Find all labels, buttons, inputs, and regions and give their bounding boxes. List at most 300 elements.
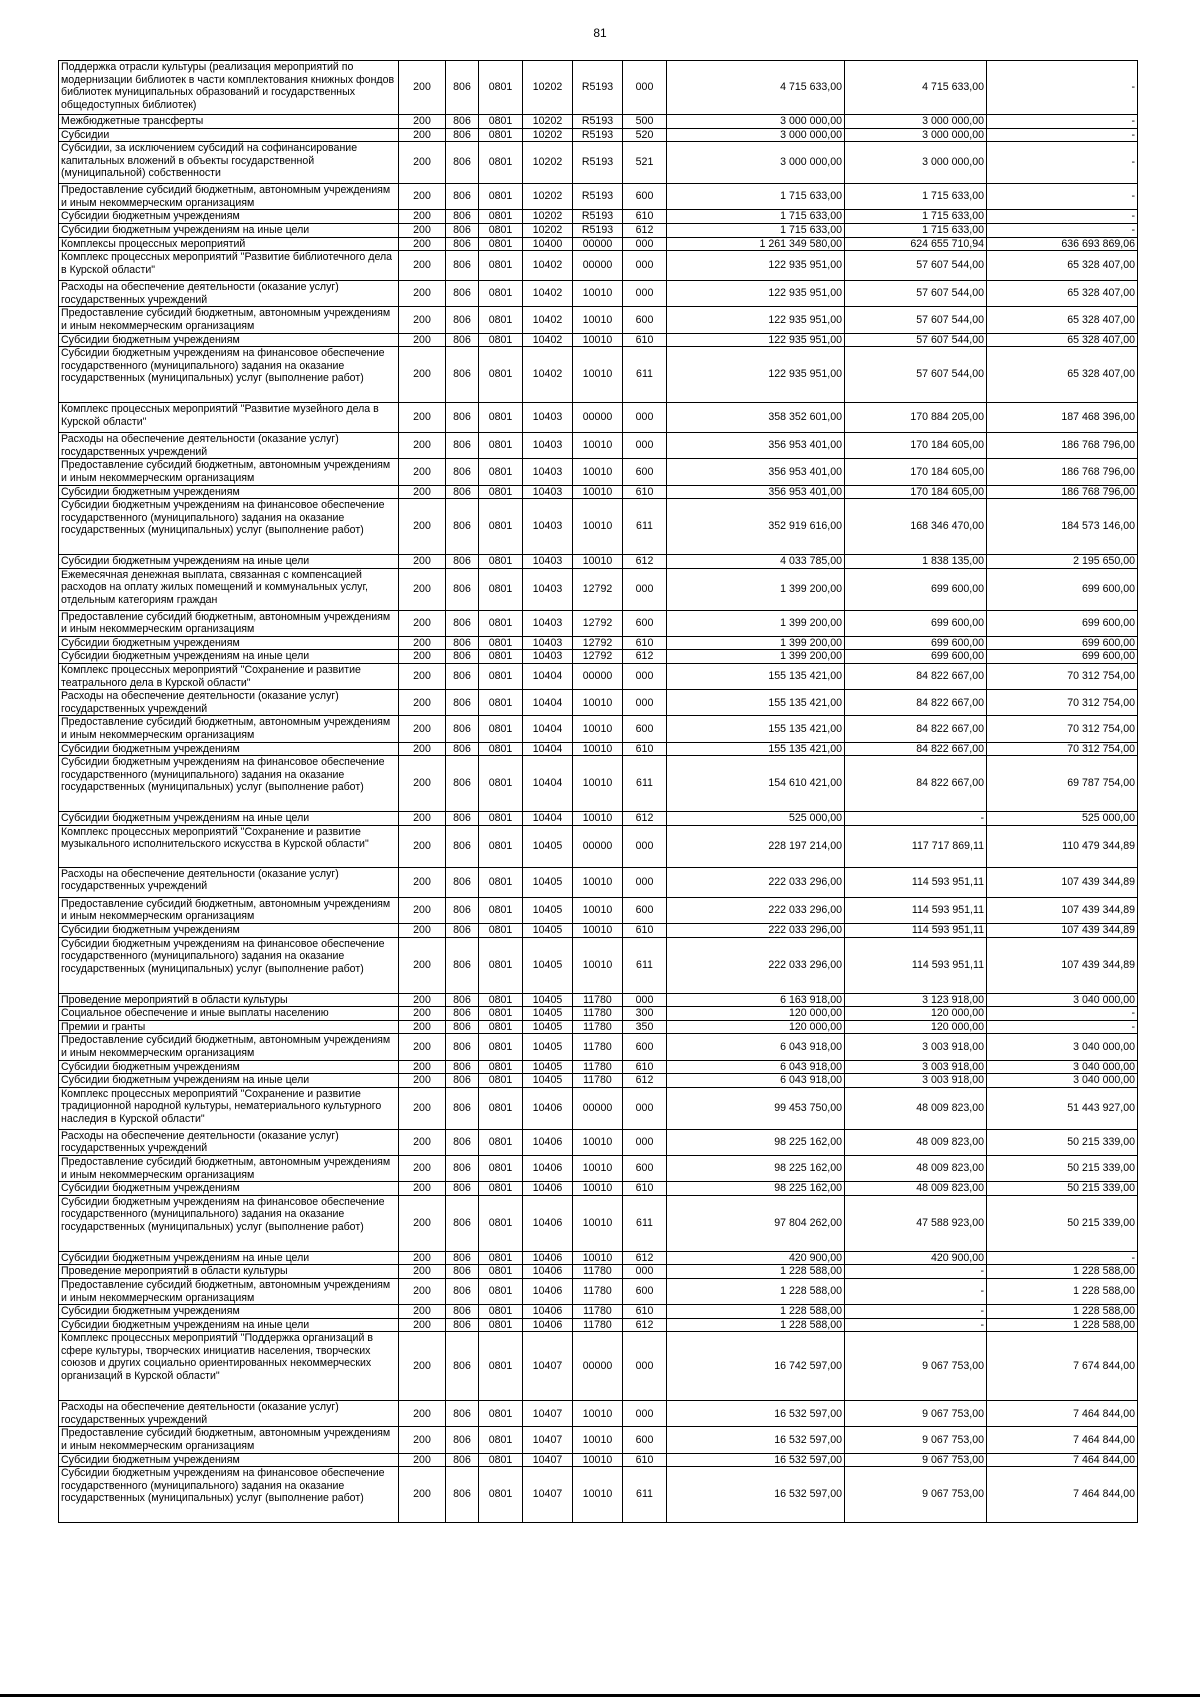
code-cell: 200 — [399, 867, 446, 897]
code-cell: 0801 — [479, 1020, 523, 1034]
code-cell: 200 — [399, 61, 446, 115]
amount-cell: 50 215 339,00 — [987, 1155, 1138, 1181]
amount-cell: 48 009 823,00 — [845, 1129, 987, 1155]
code-cell: 10010 — [573, 281, 623, 307]
code-cell: 0801 — [479, 251, 523, 281]
code-cell: 806 — [446, 1182, 479, 1196]
table-row — [59, 610, 1138, 636]
code-cell: 200 — [399, 993, 446, 1007]
code-cell: 806 — [446, 1087, 479, 1129]
code-cell: 0801 — [479, 993, 523, 1007]
code-cell: 806 — [446, 1060, 479, 1074]
code-cell: 11780 — [573, 1074, 623, 1088]
amount-cell: - — [987, 184, 1138, 210]
amount-cell: 120 000,00 — [845, 1007, 987, 1021]
code-cell: 610 — [623, 636, 667, 650]
code-cell: 612 — [623, 1318, 667, 1332]
amount-cell: 114 593 951,11 — [845, 897, 987, 923]
code-cell: 000 — [623, 1401, 667, 1427]
code-cell: 10010 — [573, 812, 623, 826]
code-cell: 10010 — [573, 1251, 623, 1265]
code-cell: 10402 — [523, 333, 573, 347]
code-cell: 200 — [399, 1318, 446, 1332]
code-cell: 200 — [399, 1251, 446, 1265]
amount-cell: 7 464 844,00 — [987, 1427, 1138, 1453]
code-cell: 00000 — [573, 664, 623, 690]
table-row — [59, 184, 1138, 210]
amount-cell: - — [845, 1318, 987, 1332]
amount-cell: 1 228 588,00 — [667, 1318, 845, 1332]
amount-cell: 624 655 710,94 — [845, 237, 987, 251]
code-cell: 200 — [399, 937, 446, 993]
code-cell: 200 — [399, 1007, 446, 1021]
amount-cell: 1 228 588,00 — [987, 1318, 1138, 1332]
amount-cell: 525 000,00 — [667, 812, 845, 826]
row-name-cell: Субсидии — [59, 128, 399, 142]
amount-cell: 1 228 588,00 — [987, 1265, 1138, 1279]
code-cell: 200 — [399, 1182, 446, 1196]
amount-cell: 3 040 000,00 — [987, 993, 1138, 1007]
code-cell: 0801 — [479, 307, 523, 333]
code-cell: 10406 — [523, 1155, 573, 1181]
code-cell: 806 — [446, 716, 479, 742]
code-cell: 806 — [446, 128, 479, 142]
amount-cell: 6 043 918,00 — [667, 1060, 845, 1074]
code-cell: 806 — [446, 210, 479, 224]
code-cell: 600 — [623, 1155, 667, 1181]
code-cell: 0801 — [479, 184, 523, 210]
amount-cell: 352 919 616,00 — [667, 499, 845, 555]
table-row — [59, 1467, 1138, 1523]
code-cell: 0801 — [479, 690, 523, 716]
row-name-cell: Премии и гранты — [59, 1020, 399, 1034]
code-cell: 000 — [623, 825, 667, 867]
code-cell: 200 — [399, 499, 446, 555]
code-cell: 610 — [623, 924, 667, 938]
row-name-cell: Расходы на обеспечение деятельности (оказание услуг) государственных учреждений — [59, 690, 399, 716]
code-cell: 0801 — [479, 716, 523, 742]
table-row — [59, 937, 1138, 993]
amount-cell: - — [845, 1278, 987, 1304]
table-row — [59, 251, 1138, 281]
amount-cell: 3 040 000,00 — [987, 1060, 1138, 1074]
code-cell: 0801 — [479, 142, 523, 184]
table-row — [59, 403, 1138, 433]
amount-cell: 6 163 918,00 — [667, 993, 845, 1007]
code-cell: 0801 — [479, 650, 523, 664]
amount-cell: 3 040 000,00 — [987, 1034, 1138, 1060]
amount-cell: 1 715 633,00 — [845, 184, 987, 210]
code-cell: 000 — [623, 61, 667, 115]
row-name-cell: Поддержка отрасли культуры (реализация мероприятий по модернизации библиотек в части комплектования книжных фондов библиотек муниципальных образований и государственных общедоступных библиотек) — [59, 61, 399, 115]
code-cell: 600 — [623, 307, 667, 333]
amount-cell: 420 900,00 — [845, 1251, 987, 1265]
code-cell: 0801 — [479, 1182, 523, 1196]
code-cell: 806 — [446, 636, 479, 650]
code-cell: 10010 — [573, 555, 623, 569]
code-cell: 10406 — [523, 1182, 573, 1196]
amount-cell: 3 000 000,00 — [845, 128, 987, 142]
amount-cell: 155 135 421,00 — [667, 742, 845, 756]
code-cell: 10403 — [523, 555, 573, 569]
amount-cell: 114 593 951,11 — [845, 867, 987, 897]
amount-cell: - — [845, 1265, 987, 1279]
code-cell: 200 — [399, 1020, 446, 1034]
code-cell: 11780 — [573, 1278, 623, 1304]
amount-cell: 65 328 407,00 — [987, 333, 1138, 347]
code-cell: 806 — [446, 499, 479, 555]
code-cell: 200 — [399, 1060, 446, 1074]
code-cell: 10010 — [573, 690, 623, 716]
code-cell: 10405 — [523, 1060, 573, 1074]
amount-cell: 69 787 754,00 — [987, 756, 1138, 812]
code-cell: 10202 — [523, 61, 573, 115]
row-name-cell: Субсидии бюджетным учреждениям — [59, 924, 399, 938]
code-cell: 200 — [399, 142, 446, 184]
amount-cell: 110 479 344,89 — [987, 825, 1138, 867]
amount-cell: 6 043 918,00 — [667, 1074, 845, 1088]
code-cell: 10405 — [523, 1007, 573, 1021]
code-cell: 200 — [399, 1427, 446, 1453]
code-cell: 350 — [623, 1020, 667, 1034]
code-cell: 10405 — [523, 867, 573, 897]
code-cell: 0801 — [479, 347, 523, 403]
code-cell: 806 — [446, 347, 479, 403]
code-cell: 806 — [446, 756, 479, 812]
row-name-cell: Комплексы процессных мероприятий — [59, 237, 399, 251]
table-row — [59, 993, 1138, 1007]
code-cell: 10202 — [523, 184, 573, 210]
code-cell: 10405 — [523, 937, 573, 993]
code-cell: 0801 — [479, 756, 523, 812]
amount-cell: 9 067 753,00 — [845, 1453, 987, 1467]
code-cell: 200 — [399, 1265, 446, 1279]
code-cell: 200 — [399, 1467, 446, 1523]
code-cell: 611 — [623, 1467, 667, 1523]
amount-cell: 70 312 754,00 — [987, 664, 1138, 690]
row-name-cell: Субсидии бюджетным учреждениям — [59, 333, 399, 347]
code-cell: 10202 — [523, 128, 573, 142]
code-cell: 10404 — [523, 756, 573, 812]
table-row — [59, 1427, 1138, 1453]
code-cell: 200 — [399, 924, 446, 938]
code-cell: 10406 — [523, 1129, 573, 1155]
code-cell: 00000 — [573, 251, 623, 281]
code-cell: 10403 — [523, 499, 573, 555]
code-cell: 600 — [623, 459, 667, 485]
amount-cell: 356 953 401,00 — [667, 485, 845, 499]
code-cell: 806 — [446, 1278, 479, 1304]
row-name-cell: Субсидии бюджетным учреждениям на иные цели — [59, 1251, 399, 1265]
code-cell: 10010 — [573, 347, 623, 403]
code-cell: 11780 — [573, 1305, 623, 1319]
code-cell: 10405 — [523, 897, 573, 923]
amount-cell: 168 346 470,00 — [845, 499, 987, 555]
amount-cell: 6 043 918,00 — [667, 1034, 845, 1060]
amount-cell: - — [845, 1305, 987, 1319]
code-cell: 0801 — [479, 1129, 523, 1155]
code-cell: 0801 — [479, 1195, 523, 1251]
code-cell: 10403 — [523, 403, 573, 433]
code-cell: 806 — [446, 459, 479, 485]
row-name-cell: Предоставление субсидий бюджетным, автономным учреждениям и иным некоммерческим организациям — [59, 1155, 399, 1181]
amount-cell: 3 000 000,00 — [845, 115, 987, 129]
code-cell: 0801 — [479, 555, 523, 569]
code-cell: 806 — [446, 937, 479, 993]
amount-cell: 1 228 588,00 — [987, 1305, 1138, 1319]
code-cell: 200 — [399, 690, 446, 716]
row-name-cell: Субсидии бюджетным учреждениям — [59, 636, 399, 650]
code-cell: 000 — [623, 251, 667, 281]
amount-cell: 114 593 951,11 — [845, 924, 987, 938]
amount-cell: 699 600,00 — [987, 568, 1138, 610]
amount-cell: 222 033 296,00 — [667, 867, 845, 897]
code-cell: 10403 — [523, 433, 573, 459]
code-cell: 806 — [446, 251, 479, 281]
code-cell: 200 — [399, 485, 446, 499]
amount-cell: 1 838 135,00 — [845, 555, 987, 569]
code-cell: 0801 — [479, 1060, 523, 1074]
amount-cell: 3 000 000,00 — [667, 128, 845, 142]
code-cell: 200 — [399, 281, 446, 307]
code-cell: 10406 — [523, 1305, 573, 1319]
amount-cell: 1 715 633,00 — [667, 223, 845, 237]
amount-cell: 65 328 407,00 — [987, 281, 1138, 307]
code-cell: 000 — [623, 1265, 667, 1279]
code-cell: 10202 — [523, 142, 573, 184]
row-name-cell: Субсидии бюджетным учреждениям на иные цели — [59, 1318, 399, 1332]
code-cell: 10404 — [523, 664, 573, 690]
code-cell: 0801 — [479, 1401, 523, 1427]
code-cell: 10010 — [573, 1129, 623, 1155]
amount-cell: 70 312 754,00 — [987, 716, 1138, 742]
code-cell: 0801 — [479, 867, 523, 897]
row-name-cell: Субсидии бюджетным учреждениям на иные цели — [59, 555, 399, 569]
amount-cell: 122 935 951,00 — [667, 307, 845, 333]
amount-cell: 107 439 344,89 — [987, 867, 1138, 897]
code-cell: 0801 — [479, 485, 523, 499]
code-cell: 0801 — [479, 897, 523, 923]
code-cell: 200 — [399, 459, 446, 485]
code-cell: 520 — [623, 128, 667, 142]
code-cell: 000 — [623, 568, 667, 610]
code-cell: 200 — [399, 664, 446, 690]
code-cell: 0801 — [479, 812, 523, 826]
amount-cell: 4 715 633,00 — [845, 61, 987, 115]
code-cell: 600 — [623, 610, 667, 636]
code-cell: 610 — [623, 1182, 667, 1196]
amount-cell: 699 600,00 — [845, 650, 987, 664]
code-cell: 0801 — [479, 1453, 523, 1467]
row-name-cell: Субсидии бюджетным учреждениям на финансовое обеспечение государственного (муниципального) задания на оказание государственных (муниципальных) услуг (выполнение работ) — [59, 937, 399, 993]
code-cell: 200 — [399, 333, 446, 347]
amount-cell: 51 443 927,00 — [987, 1087, 1138, 1129]
code-cell: 10406 — [523, 1251, 573, 1265]
amount-cell: 1 228 588,00 — [667, 1265, 845, 1279]
amount-cell: 1 399 200,00 — [667, 650, 845, 664]
row-name-cell: Предоставление субсидий бюджетным, автономным учреждениям и иным некоммерческим организациям — [59, 1278, 399, 1304]
amount-cell: 107 439 344,89 — [987, 924, 1138, 938]
table-row — [59, 1155, 1138, 1181]
code-cell: 10406 — [523, 1318, 573, 1332]
code-cell: 10010 — [573, 485, 623, 499]
code-cell: 806 — [446, 333, 479, 347]
code-cell: 11780 — [573, 1060, 623, 1074]
row-name-cell: Субсидии бюджетным учреждениям на финансовое обеспечение государственного (муниципального) задания на оказание государственных (муниципальных) услуг (выполнение работ) — [59, 499, 399, 555]
code-cell: 600 — [623, 1427, 667, 1453]
amount-cell: 107 439 344,89 — [987, 937, 1138, 993]
code-cell: 200 — [399, 403, 446, 433]
amount-cell: 117 717 869,11 — [845, 825, 987, 867]
amount-cell: - — [845, 812, 987, 826]
amount-cell: 1 399 200,00 — [667, 610, 845, 636]
code-cell: 10010 — [573, 1155, 623, 1181]
code-cell: 0801 — [479, 636, 523, 650]
code-cell: 806 — [446, 1318, 479, 1332]
code-cell: 611 — [623, 756, 667, 812]
table-row — [59, 223, 1138, 237]
code-cell: 200 — [399, 568, 446, 610]
code-cell: 200 — [399, 433, 446, 459]
code-cell: 806 — [446, 433, 479, 459]
table-row — [59, 1453, 1138, 1467]
table-row — [59, 1074, 1138, 1088]
amount-cell: 3 003 918,00 — [845, 1034, 987, 1060]
amount-cell: 122 935 951,00 — [667, 251, 845, 281]
code-cell: 600 — [623, 716, 667, 742]
amount-cell: 50 215 339,00 — [987, 1129, 1138, 1155]
table-row — [59, 812, 1138, 826]
table-row — [59, 237, 1138, 251]
code-cell: 10010 — [573, 897, 623, 923]
code-cell: 200 — [399, 716, 446, 742]
amount-cell: 120 000,00 — [667, 1020, 845, 1034]
code-cell: 10202 — [523, 115, 573, 129]
amount-cell: - — [987, 1007, 1138, 1021]
amount-cell: - — [987, 1020, 1138, 1034]
code-cell: 806 — [446, 485, 479, 499]
code-cell: 10403 — [523, 485, 573, 499]
amount-cell: 1 399 200,00 — [667, 568, 845, 610]
code-cell: 200 — [399, 1074, 446, 1088]
code-cell: 0801 — [479, 210, 523, 224]
code-cell: 200 — [399, 237, 446, 251]
amount-cell: - — [987, 210, 1138, 224]
code-cell: 0801 — [479, 333, 523, 347]
code-cell: R5193 — [573, 184, 623, 210]
code-cell: 806 — [446, 237, 479, 251]
amount-cell: 358 352 601,00 — [667, 403, 845, 433]
code-cell: 200 — [399, 1278, 446, 1304]
code-cell: 12792 — [573, 610, 623, 636]
code-cell: 200 — [399, 223, 446, 237]
code-cell: 10405 — [523, 924, 573, 938]
amount-cell: 525 000,00 — [987, 812, 1138, 826]
row-name-cell: Предоставление субсидий бюджетным, автономным учреждениям и иным некоммерческим организациям — [59, 1427, 399, 1453]
code-cell: 200 — [399, 1401, 446, 1427]
table-row — [59, 433, 1138, 459]
table-row — [59, 650, 1138, 664]
table-row — [59, 1060, 1138, 1074]
code-cell: 0801 — [479, 610, 523, 636]
code-cell: 10010 — [573, 937, 623, 993]
code-cell: 612 — [623, 555, 667, 569]
amount-cell: 98 225 162,00 — [667, 1129, 845, 1155]
code-cell: 10405 — [523, 1074, 573, 1088]
code-cell: 10403 — [523, 459, 573, 485]
amount-cell: 98 225 162,00 — [667, 1155, 845, 1181]
row-name-cell: Комплекс процессных мероприятий "Сохранение и развитие традиционной народной культуры, нематериального культурного наследия в Курской области" — [59, 1087, 399, 1129]
code-cell: 806 — [446, 61, 479, 115]
code-cell: 806 — [446, 664, 479, 690]
code-cell: 806 — [446, 650, 479, 664]
code-cell: 00000 — [573, 403, 623, 433]
amount-cell: 84 822 667,00 — [845, 716, 987, 742]
amount-cell: 1 228 588,00 — [667, 1305, 845, 1319]
code-cell: 806 — [446, 1129, 479, 1155]
code-cell: 200 — [399, 1332, 446, 1401]
code-cell: 10010 — [573, 1401, 623, 1427]
table-row — [59, 555, 1138, 569]
code-cell: 610 — [623, 742, 667, 756]
table-row — [59, 924, 1138, 938]
amount-cell: 57 607 544,00 — [845, 347, 987, 403]
amount-cell: 3 040 000,00 — [987, 1074, 1138, 1088]
row-name-cell: Расходы на обеспечение деятельности (оказание услуг) государственных учреждений — [59, 281, 399, 307]
code-cell: 200 — [399, 1034, 446, 1060]
row-name-cell: Субсидии бюджетным учреждениям — [59, 1305, 399, 1319]
code-cell: 610 — [623, 485, 667, 499]
code-cell: 200 — [399, 1087, 446, 1129]
code-cell: 806 — [446, 1467, 479, 1523]
amount-cell: 4 033 785,00 — [667, 555, 845, 569]
code-cell: 200 — [399, 115, 446, 129]
code-cell: 0801 — [479, 1332, 523, 1401]
code-cell: R5193 — [573, 210, 623, 224]
table-row — [59, 115, 1138, 129]
code-cell: 806 — [446, 1251, 479, 1265]
code-cell: 806 — [446, 307, 479, 333]
code-cell: 300 — [623, 1007, 667, 1021]
amount-cell: 699 600,00 — [987, 610, 1138, 636]
amount-cell: 699 600,00 — [845, 610, 987, 636]
table-row — [59, 1195, 1138, 1251]
code-cell: 610 — [623, 1305, 667, 1319]
amount-cell: 7 674 844,00 — [987, 1332, 1138, 1401]
amount-cell: 170 184 605,00 — [845, 433, 987, 459]
amount-cell: 48 009 823,00 — [845, 1182, 987, 1196]
table-row — [59, 1265, 1138, 1279]
table-row — [59, 756, 1138, 812]
code-cell: 10010 — [573, 924, 623, 938]
code-cell: 0801 — [479, 1034, 523, 1060]
code-cell: 806 — [446, 1427, 479, 1453]
code-cell: 200 — [399, 555, 446, 569]
amount-cell: 3 000 000,00 — [667, 115, 845, 129]
amount-cell: 16 532 597,00 — [667, 1467, 845, 1523]
code-cell: 806 — [446, 142, 479, 184]
amount-cell: 16 742 597,00 — [667, 1332, 845, 1401]
code-cell: 611 — [623, 499, 667, 555]
code-cell: 806 — [446, 1007, 479, 1021]
amount-cell: 99 453 750,00 — [667, 1087, 845, 1129]
amount-cell: 120 000,00 — [667, 1007, 845, 1021]
row-name-cell: Комплекс процессных мероприятий "Сохранение и развитие театрального дела в Курской области" — [59, 664, 399, 690]
code-cell: 200 — [399, 897, 446, 923]
code-cell: 200 — [399, 1305, 446, 1319]
amount-cell: 107 439 344,89 — [987, 897, 1138, 923]
row-name-cell: Предоставление субсидий бюджетным, автономным учреждениям и иным некоммерческим организациям — [59, 184, 399, 210]
